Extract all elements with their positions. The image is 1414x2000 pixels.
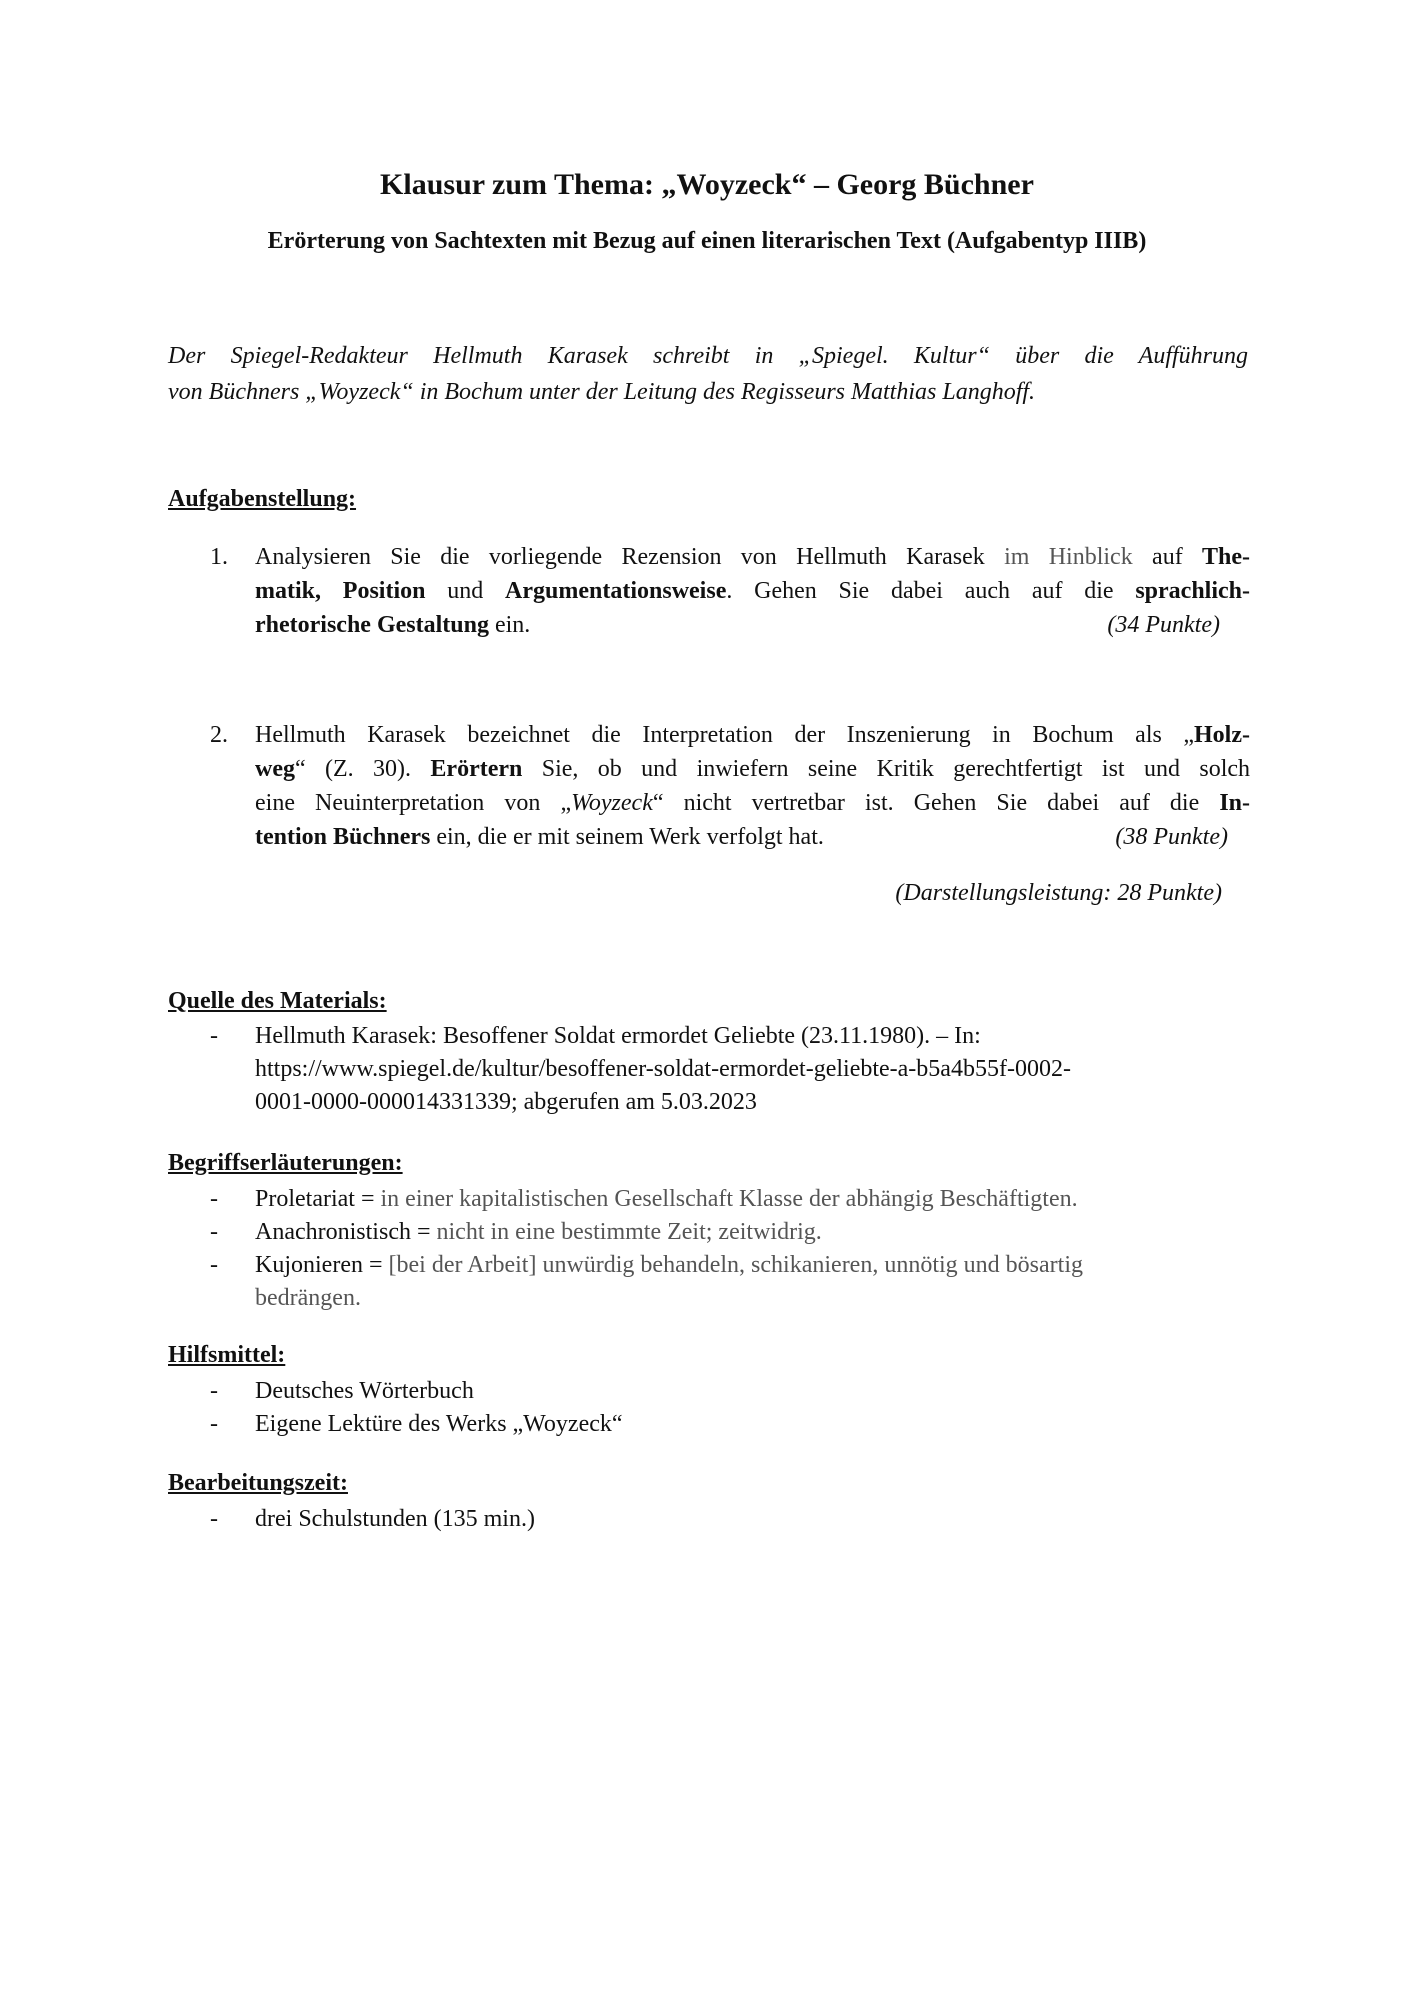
- task-1-line-2: matik, Position und Argumentationsweise. Gehen Sie dabei auch auf die sprachlich-: [255, 578, 1251, 604]
- hilfsmittel-item: - Deutsches Wörterbuch: [210, 1378, 474, 1404]
- begriffe-heading: Begriffserläuterungen:: [168, 1150, 403, 1176]
- hilfsmittel-item: - Eigene Lektüre des Werks „Woyzeck“: [210, 1411, 623, 1437]
- intro-line-2: von Büchners „Woyzeck“ in Bochum unter der Leitung des Regisseurs Matthias Langhoff.: [168, 379, 1036, 405]
- task-number: 1.: [210, 544, 228, 570]
- bearbeitungszeit-item: - drei Schulstunden (135 min.): [210, 1506, 535, 1532]
- bearbeitungszeit-heading: Bearbeitungszeit:: [168, 1470, 348, 1496]
- begriff-item: - Proletariat = in einer kapitalistischen Gesellschaft Klasse der abhängig Beschäftigten.: [210, 1186, 1078, 1212]
- darstellungsleistung: (Darstellungsleistung: 28 Punkte): [895, 880, 1222, 906]
- task-1-line-1: Analysieren Sie die vorliegende Rezension von Hellmuth Karasek im Hinblick auf The-: [255, 544, 1251, 570]
- page-subtitle: Erörterung von Sachtexten mit Bezug auf einen literarischen Text (Aufgabentyp IIIB): [267, 228, 1147, 254]
- task-number: 2.: [210, 722, 228, 748]
- task-2-points: (38 Punkte): [1115, 824, 1228, 850]
- intro-line-1: Der Spiegel-Redakteur Hellmuth Karasek schreibt in „Spiegel. Kultur“ über die Aufführung: [168, 343, 1248, 369]
- begriff-item: - Kujonieren = [bei der Arbeit] unwürdig behandeln, schikanieren, unnötig und bösartig bedrängen.: [210, 1252, 1083, 1311]
- begriff-item: - Anachronistisch = nicht in eine bestimmte Zeit; zeitwidrig.: [210, 1219, 822, 1245]
- task-1-points: (34 Punkte): [1107, 612, 1220, 638]
- task-2-line-2: weg“ (Z. 30). Erörtern Sie, ob und inwiefern seine Kritik gerechtfertigt ist und solch: [255, 756, 1251, 782]
- hilfsmittel-heading: Hilfsmittel:: [168, 1342, 286, 1368]
- page-title: Klausur zum Thema: „Woyzeck“ – Georg Büchner: [380, 168, 1034, 201]
- quelle-item: - Hellmuth Karasek: Besoffener Soldat ermordet Geliebte (23.11.1980). – In: https://www.spiegel.de/kultur/besoffener-soldat-ermordet-geliebte-a-b5a4b55f-0002- 0001-0000-000014331339; abgerufen am 5.03.2023: [210, 1023, 1071, 1115]
- task-2-line-4: tention Büchners ein, die er mit seinem Werk verfolgt hat. (38 Punkte): [255, 820, 1250, 854]
- quelle-heading: Quelle des Materials:: [168, 988, 387, 1014]
- task-2: [210, 718, 1250, 854]
- aufgabenstellung-heading: Aufgabenstellung:: [168, 486, 357, 512]
- task-1: [210, 540, 1250, 642]
- task-1-line-3: rhetorische Gestaltung ein. (34 Punkte): [255, 608, 1250, 642]
- task-2-line-3: eine Neuinterpretation von „Woyzeck“ nicht vertretbar ist. Gehen Sie dabei auf die In-: [255, 790, 1251, 816]
- task-2-line-1: Hellmuth Karasek bezeichnet die Interpretation der Inszenierung in Bochum als „Holz-: [255, 722, 1250, 748]
- intro-text: [168, 338, 1248, 410]
